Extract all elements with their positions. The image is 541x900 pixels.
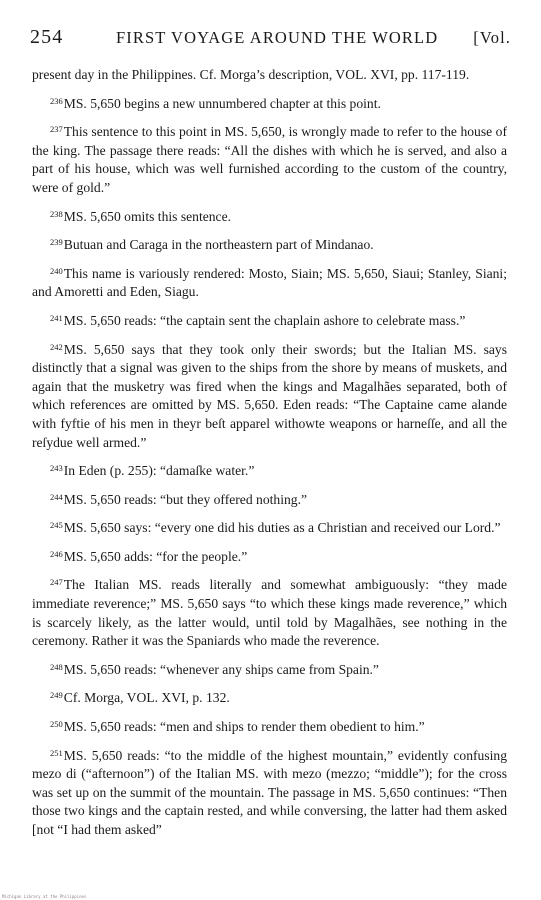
scan-footer: Michigan Library at the Philippines <box>2 894 87 899</box>
footnote-text: This sentence to this point in MS. 5,650, is wrongly made to refer to the house of the king. The passage there reads: “All the dishes with which he is served, and also a part of his house, which was well furnished according to the custom of the country, were of gold.” <box>32 124 507 195</box>
footnote-text: This name is variously rendered: Mosto, Siain; MS. 5,650, Siaui; Stanley, Siani; and Amoretti and Eden, Siagu. <box>32 265 507 300</box>
footnote-text: MS. 5,650 reads: “but they offered nothing.” <box>63 491 308 507</box>
footnote-text: Cf. Morga, VOL. XVI, p. 132. <box>63 690 230 706</box>
footnote-number: 243 <box>50 463 63 474</box>
footnote <box>32 488 507 510</box>
volume-marker: [Vol. <box>473 28 511 47</box>
footnotes-body <box>32 66 507 847</box>
footnote <box>32 120 507 197</box>
footnote-text: MS. 5,650 begins a new unnumbered chapter at this point. <box>63 95 381 111</box>
footnote-text: MS. 5,650 says: “every one did his duties as a Christian and received our Lord.” <box>63 520 501 536</box>
running-header <box>30 26 517 56</box>
footnote <box>32 92 507 114</box>
footnote <box>32 744 507 840</box>
footnote <box>32 715 507 737</box>
footnote <box>32 459 507 481</box>
footnote-text: MS. 5,650 says that they took only their swords; but the Italian MS. says distinctly that a signal was given to the ships from the shore by means of muskets, and again that the musketry was fired when the kings and Magalhães separated, both of which references are omitted by MS. 5,650. Eden reads: “The Captaine came alande with fyftie of his men in theyr beſt apparel withowte weapons or harneſſe, and all the reſydue well armed.” <box>32 341 507 450</box>
footnote-text: In Eden (p. 255): “damaſke water.” <box>63 463 255 479</box>
footnote-number: 241 <box>50 312 63 323</box>
footnote <box>32 262 507 302</box>
footnote-number: 242 <box>50 341 63 352</box>
footnote-number: 251 <box>50 747 63 758</box>
footnote <box>32 338 507 453</box>
footnote <box>32 233 507 255</box>
footnote-text: MS. 5,650 adds: “for the people.” <box>63 548 248 564</box>
running-title: FIRST VOYAGE AROUND THE WORLD <box>116 28 439 47</box>
footnote <box>32 658 507 680</box>
footnote <box>32 545 507 567</box>
footnote-number: 240 <box>50 265 63 276</box>
footnote-number: 247 <box>50 577 63 588</box>
footnote-number: 239 <box>50 237 63 248</box>
continued-note: present day in the Philippines. Cf. Morga’s description, VOL. XVI, pp. 117-119. <box>32 67 470 82</box>
footnote-number: 246 <box>50 548 63 559</box>
footnote-number: 245 <box>50 520 63 531</box>
footnote-number: 237 <box>50 124 63 135</box>
footnote <box>32 573 507 650</box>
footnote <box>32 205 507 227</box>
footnote-text: Butuan and Caraga in the northeastern part of Mindanao. <box>63 237 374 253</box>
footnote-text: MS. 5,650 reads: “the captain sent the chaplain ashore to celebrate mass.” <box>63 312 466 328</box>
footnote-number: 249 <box>50 690 63 701</box>
footnote <box>32 686 507 708</box>
footnote-number: 244 <box>50 491 63 502</box>
footnote-text: MS. 5,650 omits this sentence. <box>63 208 232 224</box>
footnote-number: 236 <box>50 95 63 106</box>
footnote-number: 248 <box>50 661 63 672</box>
footnote-number: 250 <box>50 719 63 730</box>
footnote <box>32 516 507 538</box>
footnote-text: MS. 5,650 reads: “men and ships to render them obedient to him.” <box>63 719 425 735</box>
footnote-text: MS. 5,650 reads: “to the middle of the highest mountain,” evidently confusing mezo di (“afternoon”) of the Italian MS. with mezo (mezzo; “middle”); for the cross was set up on the summit of the mountain. The passage in MS. 5,650 continues: “Then those two kings and the captain rested, and while conversing, the latter had them asked [not “I had them asked” <box>32 747 507 837</box>
page-number: 254 <box>30 26 64 48</box>
footnote <box>32 309 507 331</box>
footnote-text: The Italian MS. reads literally and somewhat ambiguously: “they made immediate reverence;” MS. 5,650 says “to which these kings made reverence,” which is scarcely likely, as the latter would, until told by Magalhães, see nothing in the ceremony. Rather it was the Spaniards who made the reverence. <box>32 577 507 649</box>
footnote-text: MS. 5,650 reads: “whenever any ships came from Spain.” <box>63 661 379 677</box>
footnote-number: 238 <box>50 208 63 219</box>
